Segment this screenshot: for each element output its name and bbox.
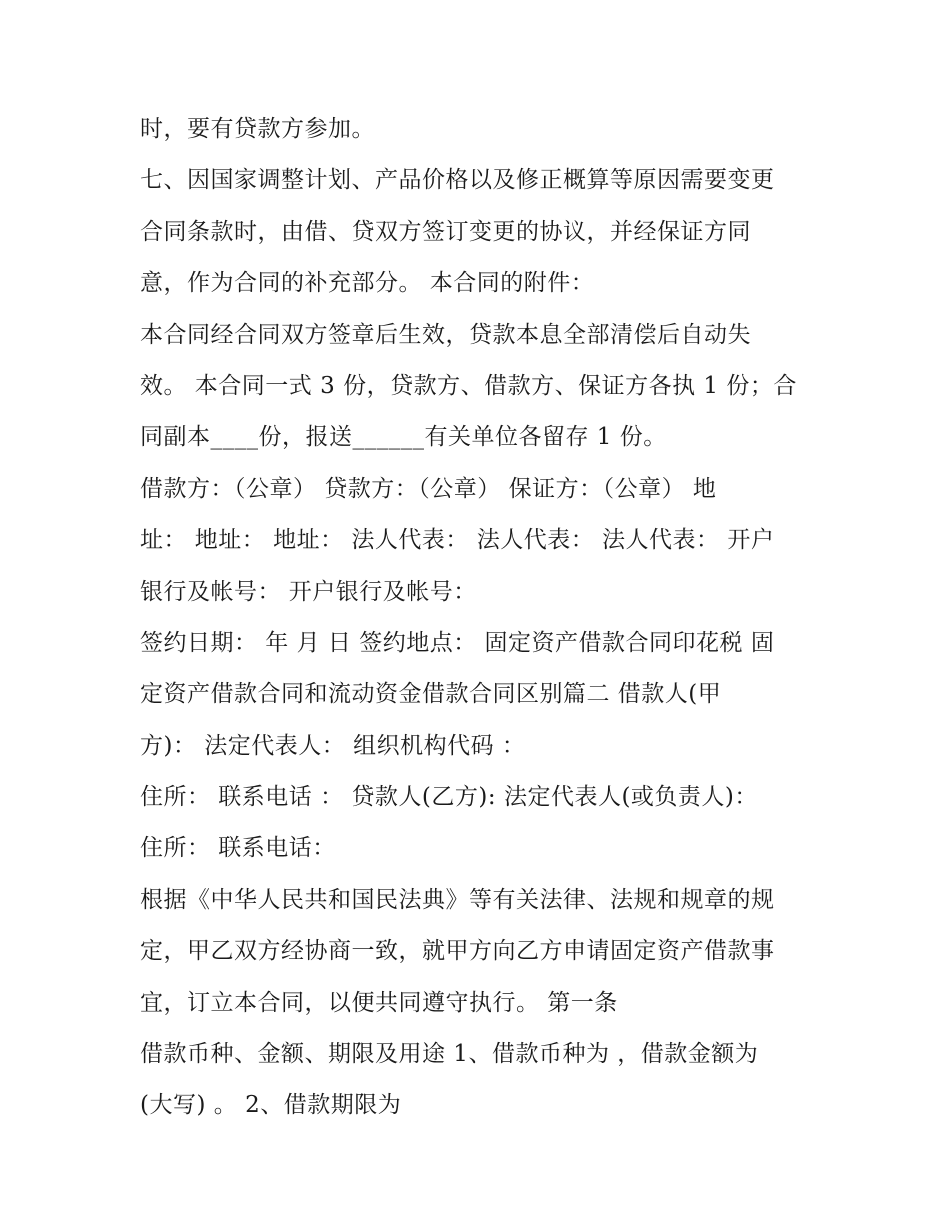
text-line: 时，要有贷款方参加。 [140, 116, 375, 142]
text-line: 借款币种、金额、期限及用途 1、借款币种为 ，借款金额为 [140, 1041, 759, 1068]
text-line: 七、因国家调整计划、产品价格以及修正概算等原因需要变更 [140, 167, 775, 194]
text-line: 根据《中华人民共和国民法典》等有关法律、法规和规章的规 [140, 886, 775, 913]
text-line: 银行及帐号： 开户银行及帐号： [140, 578, 477, 605]
text-line: 定，甲乙双方经协商一致，就甲方向乙方申请固定资产借款事 [140, 938, 775, 965]
text-line: 址： 地址： 地址： 法人代表： 法人代表： 法人代表： 开户 [140, 527, 775, 554]
document-body [140, 104, 820, 1132]
text-line: 定资产借款合同和流动资金借款合同区别篇二 借款人(甲 [140, 681, 722, 708]
text-line: 住所： 联系电话： [140, 835, 336, 862]
text-line: 合同条款时，由借、贷双方签订变更的协议，并经保证方同 [140, 218, 751, 245]
text-line: 借款方：（公章） 贷款方：（公章） 保证方：（公章） 地 [140, 475, 717, 502]
text-line: 宜，订立本合同，以便共同遵守执行。 第一条 [140, 989, 618, 1016]
text-line: 同副本____份，报送______有关单位各留存 1 份。 [140, 424, 667, 451]
text-line: 签约日期： 年 月 日 签约地点： 固定资产借款合同印花税 固 [140, 629, 775, 656]
text-line: 效。 本合同一式 3 份，贷款方、借款方、保证方各执 1 份；合 [140, 372, 797, 399]
text-line: 住所： 联系电话 ： 贷款人(乙方): 法定代表人(或负责人)： [140, 784, 758, 811]
text-line: 本合同经合同双方签章后生效，贷款本息全部清偿后自动失 [140, 321, 751, 348]
text-line: 方)： 法定代表人： 组织机构代码 ： [140, 732, 526, 759]
text-line: 意，作为合同的补充部分。 本合同的附件： [140, 270, 595, 297]
text-line: (大写) 。 2、借款期限为 [140, 1092, 402, 1119]
